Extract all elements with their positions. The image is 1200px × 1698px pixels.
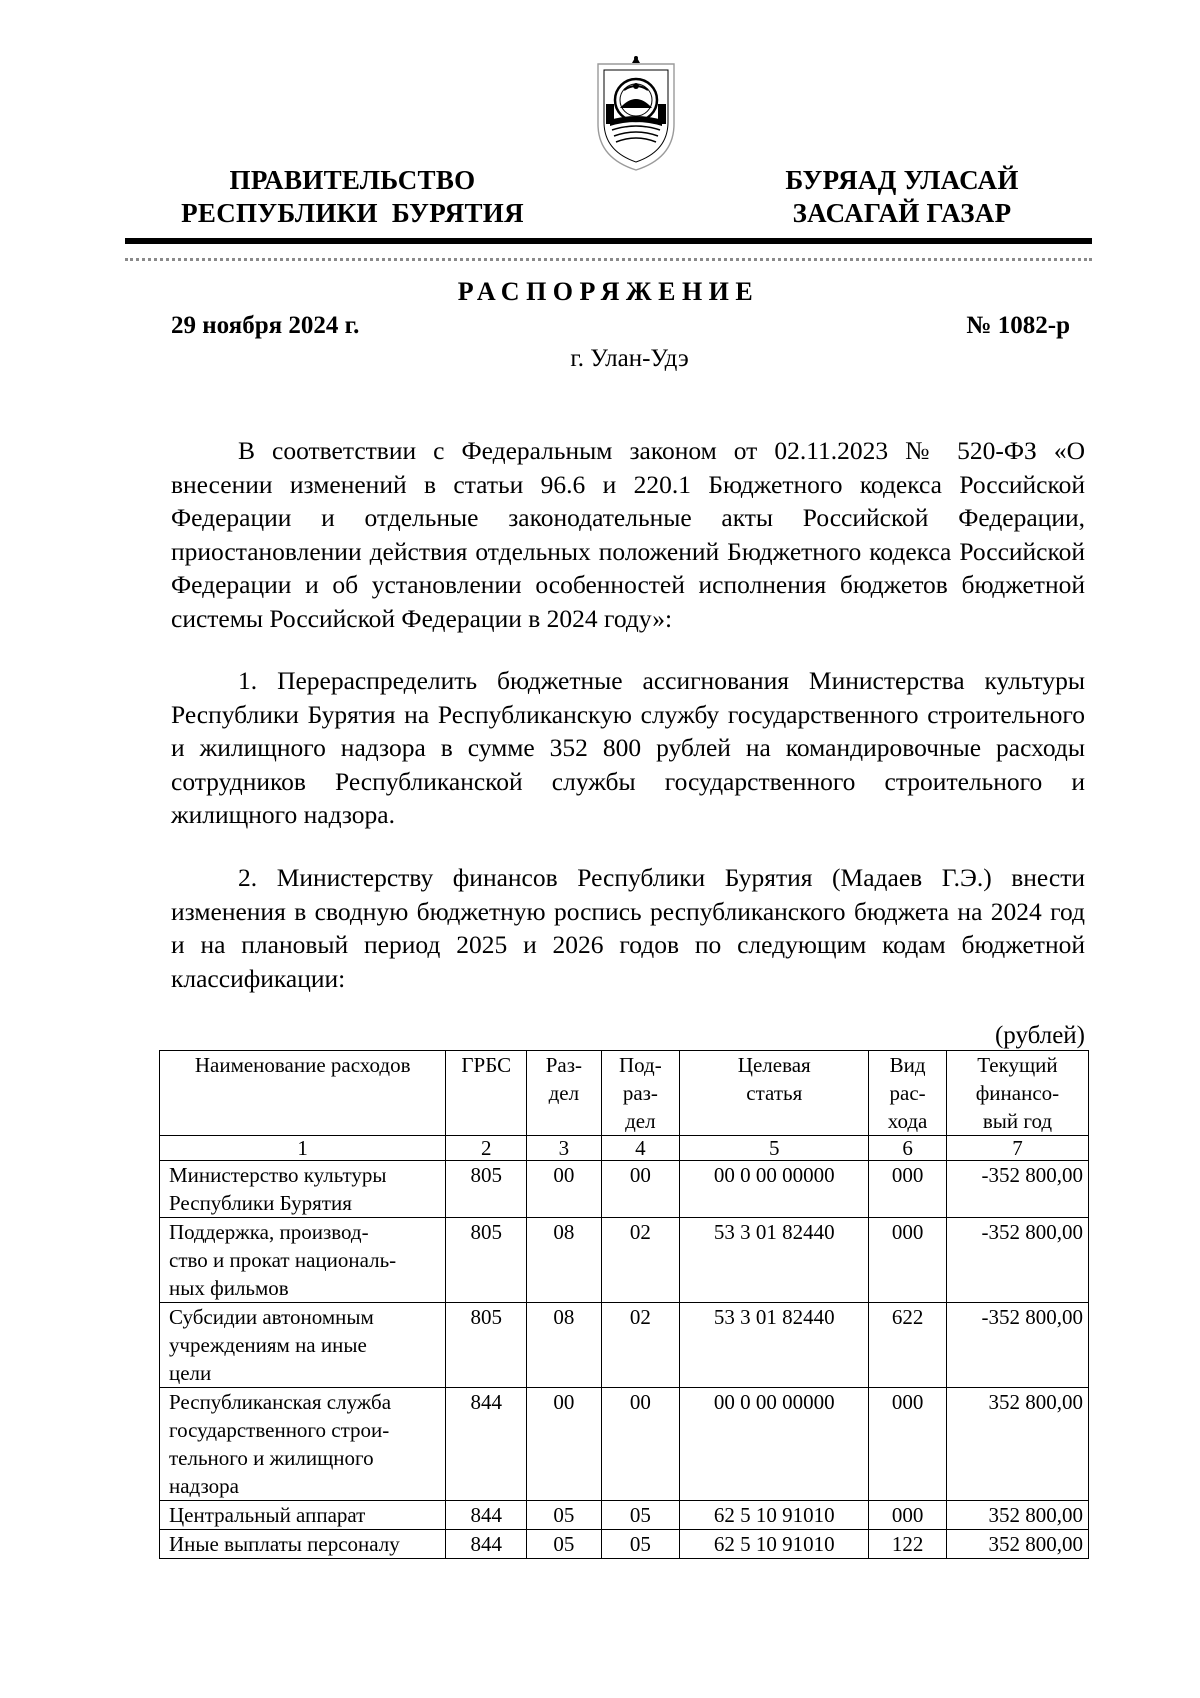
cell-grbs: 844 (446, 1388, 527, 1501)
cell-target: 53 3 01 82440 (680, 1218, 869, 1303)
col-header-target: Целевая статья (680, 1051, 869, 1136)
cell-grbs: 844 (446, 1530, 527, 1559)
cell-podrazdel: 02 (601, 1218, 680, 1303)
col-header-name: Наименование расходов (160, 1051, 446, 1136)
header-left-line2: РЕСПУБЛИКИ БУРЯТИЯ (181, 198, 524, 228)
document-number: № 1082-р (966, 312, 1070, 339)
cell-name: Республиканская служба государственного строи- тельного и жилищного надзора (160, 1388, 446, 1501)
col-number: 7 (946, 1136, 1088, 1161)
preamble-text: В соответствии с Федеральным законом от 02.11.2023 № 520-ФЗ «О внесении изменений в статьи 96.6 и 220.1 Бюджетного кодекса Российской Федерации и отдельные законодательные акты Российской Федерации, приостановлении действия отдельных положений Бюджетного кодекса Российской Федерации и об установлении особенностей исполнения бюджетов бюджетной системы Российской Федерации в 2024 году»: (171, 436, 1085, 633)
cell-razdel: 00 (527, 1388, 601, 1501)
document-title: РАСПОРЯЖЕНИЕ (457, 277, 760, 306)
header-right-line2: ЗАСАГАЙ ГАЗАР (792, 198, 1012, 228)
header-left-line1: ПРАВИТЕЛЬСТВО (229, 165, 476, 195)
col-number: 4 (601, 1136, 680, 1161)
cell-name: Поддержка, производ- ство и прокат националь- ных фильмов (160, 1218, 446, 1303)
col-number: 3 (527, 1136, 601, 1161)
cell-target: 53 3 01 82440 (680, 1303, 869, 1388)
table-row (160, 1501, 1089, 1530)
col-header-grbs: ГРБС (446, 1051, 527, 1136)
table-row (160, 1388, 1089, 1501)
table-row (160, 1161, 1089, 1218)
cell-name: Министерство культуры Республики Бурятия (160, 1161, 446, 1218)
table-row (160, 1530, 1089, 1559)
cell-amount: -352 800,00 (946, 1161, 1088, 1218)
cell-podrazdel: 02 (601, 1303, 680, 1388)
cell-podrazdel: 00 (601, 1388, 680, 1501)
table-row (160, 1218, 1089, 1303)
cell-podrazdel: 00 (601, 1161, 680, 1218)
col-number: 2 (446, 1136, 527, 1161)
cell-target: 00 0 00 00000 (680, 1161, 869, 1218)
cell-razdel: 00 (527, 1161, 601, 1218)
cell-target: 00 0 00 00000 (680, 1388, 869, 1501)
cell-grbs: 805 (446, 1218, 527, 1303)
government-name-russian (160, 164, 545, 230)
cell-vid: 000 (869, 1218, 947, 1303)
header-divider-thick (125, 238, 1092, 244)
item-1-text: 1. Перераспределить бюджетные ассигнования Министерства культуры Республики Бурятия на Республиканскую службу государственного строительного и жилищного надзора в сумме 352 800 рублей на командировочные расходы сотрудников Республиканской службы государственного строительного и жилищного надзора. (171, 666, 1085, 830)
table-unit-label: (рублей) (994, 1022, 1085, 1049)
budget-table (159, 1050, 1089, 1559)
table-row (160, 1303, 1089, 1388)
column-number-row (160, 1136, 1089, 1161)
col-number: 5 (680, 1136, 869, 1161)
cell-target: 62 5 10 91010 (680, 1501, 869, 1530)
cell-razdel: 08 (527, 1218, 601, 1303)
item-2-paragraph (171, 861, 1085, 995)
cell-name: Центральный аппарат (160, 1501, 446, 1530)
cell-grbs: 805 (446, 1303, 527, 1388)
col-number: 6 (869, 1136, 947, 1161)
cell-podrazdel: 05 (601, 1530, 680, 1559)
cell-target: 62 5 10 91010 (680, 1530, 869, 1559)
cell-vid: 622 (869, 1303, 947, 1388)
col-number: 1 (160, 1136, 446, 1161)
cell-vid: 000 (869, 1388, 947, 1501)
cell-razdel: 05 (527, 1501, 601, 1530)
cell-amount: -352 800,00 (946, 1218, 1088, 1303)
col-header-vid: Вид рас- хода (869, 1051, 947, 1136)
document-date: 29 ноября 2024 г. (171, 312, 360, 339)
preamble-paragraph (171, 434, 1085, 636)
col-header-current: Текущий финансо- вый год (946, 1051, 1088, 1136)
cell-vid: 000 (869, 1161, 947, 1218)
cell-amount: 352 800,00 (946, 1530, 1088, 1559)
item-1-paragraph (171, 664, 1085, 832)
item-2-text: 2. Министерству финансов Республики Бурятия (Мадаев Г.Э.) внести изменения в сводную бюджетную роспись республиканского бюджета на 2024 год и на плановый период 2025 и 2026 годов по следующим кодам бюджетной классификации: (171, 863, 1085, 993)
cell-vid: 000 (869, 1501, 947, 1530)
cell-amount: 352 800,00 (946, 1501, 1088, 1530)
col-header-podrazdel: Под- раз- дел (601, 1051, 680, 1136)
coat-of-arms-emblem (592, 54, 680, 172)
cell-grbs: 805 (446, 1161, 527, 1218)
cell-razdel: 05 (527, 1530, 601, 1559)
cell-podrazdel: 05 (601, 1501, 680, 1530)
cell-vid: 122 (869, 1530, 947, 1559)
cell-razdel: 08 (527, 1303, 601, 1388)
cell-amount: -352 800,00 (946, 1303, 1088, 1388)
header-divider-dotted (125, 258, 1092, 261)
government-name-buryat (760, 164, 1044, 230)
table-header-row (160, 1051, 1089, 1136)
document-city: г. Улан-Удэ (570, 345, 689, 372)
cell-name: Субсидии автономным учреждениям на иные цели (160, 1303, 446, 1388)
header-right-line1: БУРЯАД УЛАСАЙ (785, 165, 1019, 195)
cell-name: Иные выплаты персоналу (160, 1530, 446, 1559)
col-header-razdel: Раз- дел (527, 1051, 601, 1136)
cell-amount: 352 800,00 (946, 1388, 1088, 1501)
cell-grbs: 844 (446, 1501, 527, 1530)
